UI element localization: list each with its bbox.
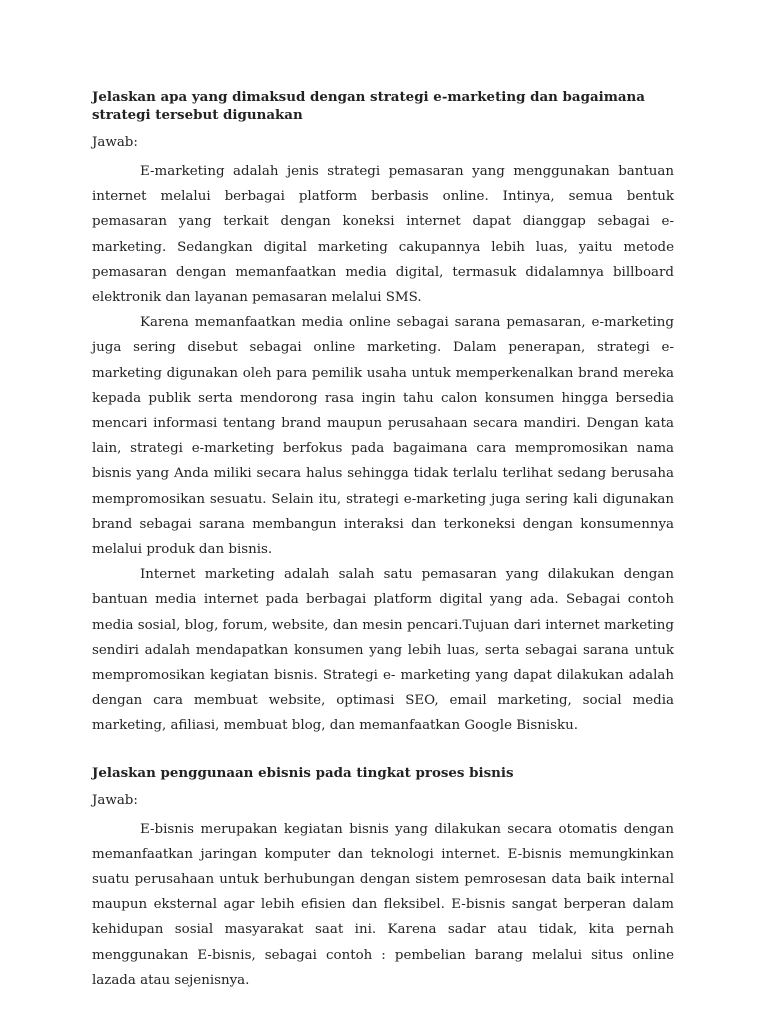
answer-paragraph: E-marketing adalah jenis strategi pemasaran yang menggunakan bantuan internet melalui berbagai platform berbasis online. Intinya, semua bentuk pemasaran yang terkait dengan koneksi internet dapat dianggap sebagai e-marketing. Sedangkan digital marketing cakupannya lebih luas, yaitu metode pemasaran dengan memanfaatkan media digital, termasuk didalamnya billboard elektronik dan layanan pemasaran melalui SMS. (92, 164, 674, 306)
answer-label: Jawab: (92, 135, 138, 150)
section-ebisnis (92, 764, 674, 993)
question-heading: Jelaskan apa yang dimaksud dengan strategi e-marketing dan bagaimana strategi tersebut digunakan (92, 89, 645, 123)
question-heading: Jelaskan penggunaan ebisnis pada tingkat proses bisnis (92, 764, 514, 781)
answer-paragraph: Internet marketing adalah salah satu pemasaran yang dilakukan dengan bantuan media internet pada berbagai platform digital yang ada. Sebagai contoh media sosial, blog, forum, website, dan mesin pencari.Tujuan dari internet marketing sendiri adalah mendapatkan konsumen yang lebih luas, serta sebagai sarana untuk mempromosikan kegiatan bisnis. Strategi e- marketing yang dapat dilakukan adalah dengan cara membuat website, optimasi SEO, email marketing, social media marketing, afiliasi, membuat blog, dan memanfaatkan Google Bisnisku. (92, 567, 674, 734)
section-divider-space (92, 739, 674, 764)
answer-paragraph: E-bisnis merupakan kegiatan bisnis yang dilakukan secara otomatis dengan memanfaatkan jaringan komputer dan teknologi internet. E-bisnis memungkinkan suatu perusahaan untuk berhubungan dengan sistem pemrosesan data baik internal maupun eksternal agar lebih efisien dan fleksibel. E-bisnis sangat berperan dalam kehidupan sosial masyarakat saat ini. Karena sadar atau tidak, kita pernah menggunakan E-bisnis, sebagai contoh : pembelian barang melalui situs online lazada atau sejenisnya. (92, 821, 674, 988)
answer-paragraph: Karena memanfaatkan media online sebagai sarana pemasaran, e-marketing juga sering disebut sebagai online marketing. Dalam penerapan, strategi e-marketing digunakan oleh para pemilik usaha untuk memperkenalkan brand mereka kepada publik serta mendorong rasa ingin tahu calon konsumen hingga bersedia mencari informasi tentang brand maupun perusahaan secara mandiri. Dengan kata lain, strategi e-marketing berfokus pada bagaimana cara mempromosikan nama bisnis yang Anda miliki secara halus sehingga tidak terlalu terlihat sedang berusaha mempromosikan sesuatu. Selain itu, strategi e-marketing juga sering kali digunakan brand sebagai sarana membangun interaksi dan terkoneksi dengan konsumennya melalui produk dan bisnis. (92, 315, 674, 558)
answer-label: Jawab: (92, 792, 138, 808)
document-page (92, 88, 674, 993)
section-emarketing (92, 88, 674, 739)
